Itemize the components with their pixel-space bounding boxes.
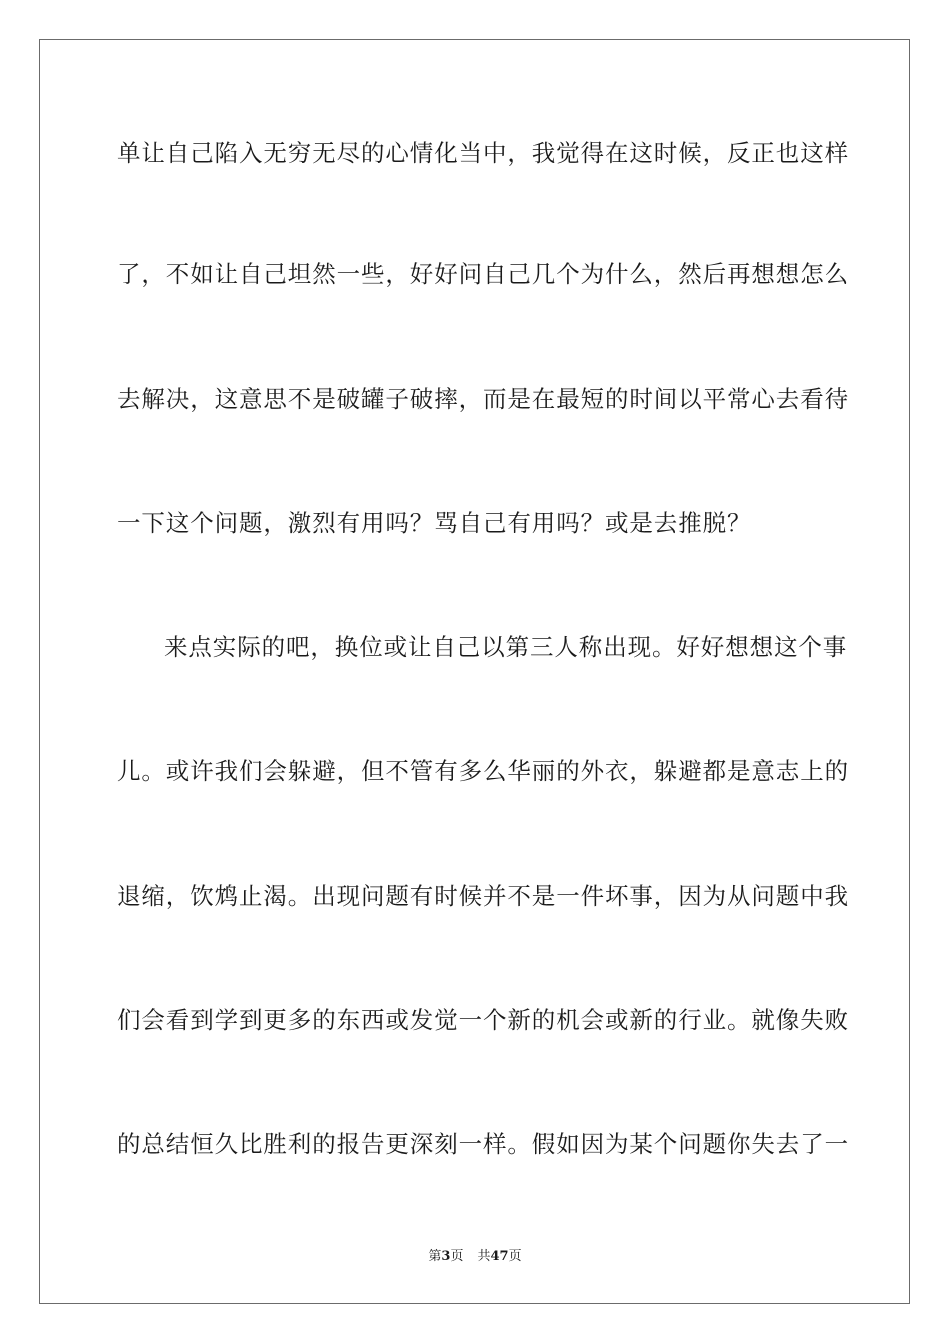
text-line-2: 了，不如让自己坦然一些，好好问自己几个为什么，然后再想想怎么 — [117, 260, 849, 288]
page-number: 3 — [441, 1249, 451, 1264]
paragraph-start-line: 来点实际的吧，换位或让自己以第三人称出现。好好想想这个事 — [164, 633, 848, 661]
text-line-4: 一下这个问题，激烈有用吗？骂自己有用吗？或是去推脱？ — [117, 509, 752, 537]
page-border — [39, 39, 910, 1304]
text-line-7: 退缩，饮鸩止渴。出现问题有时候并不是一件坏事，因为从问题中我 — [117, 882, 849, 910]
text-line-9: 的总结恒久比胜利的报告更深刻一样。假如因为某个问题你失去了一 — [117, 1130, 849, 1158]
page-footer — [0, 1249, 950, 1265]
total-suffix: 页 — [508, 1249, 522, 1264]
page-suffix: 页 — [450, 1249, 464, 1264]
total-prefix: 共 — [477, 1249, 491, 1264]
text-line-6: 儿。或许我们会躲避，但不管有多么华丽的外衣，躲避都是意志上的 — [117, 757, 849, 785]
text-line-1: 单让自己陷入无穷无尽的心情化当中，我觉得在这时候，反正也这样 — [117, 139, 849, 167]
total-pages: 47 — [490, 1249, 509, 1264]
text-line-8: 们会看到学到更多的东西或发觉一个新的机会或新的行业。就像失败 — [117, 1006, 849, 1034]
page-prefix: 第 — [428, 1249, 442, 1264]
text-line-3: 去解决，这意思不是破罐子破摔，而是在最短的时间以平常心去看待 — [117, 385, 849, 413]
